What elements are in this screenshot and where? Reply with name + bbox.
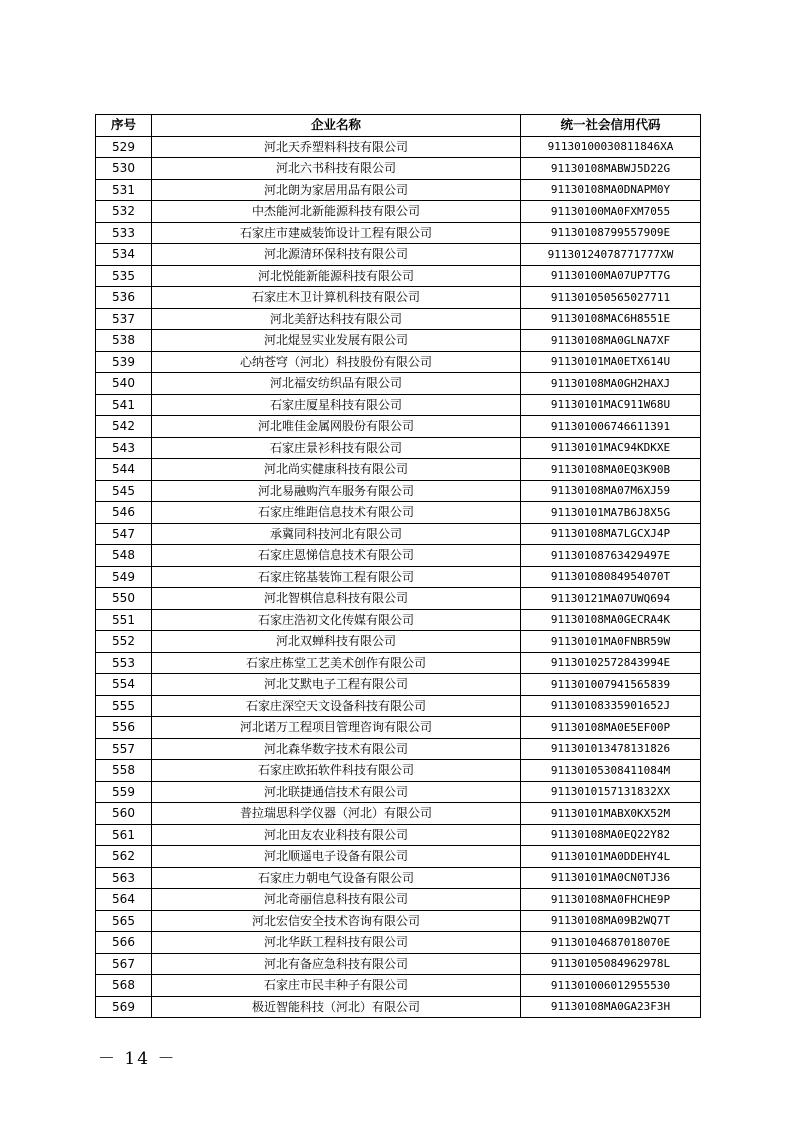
cell-serial-number: 545 <box>96 480 152 502</box>
cell-credit-code: 91130101571318​32XX <box>521 781 701 803</box>
table-row <box>96 201 701 223</box>
cell-serial-number: 543 <box>96 437 152 459</box>
table-row <box>96 695 701 717</box>
table-row <box>96 136 701 158</box>
cell-credit-code: 91130121MA07UWQ694 <box>521 588 701 610</box>
table-row <box>96 738 701 760</box>
table-row <box>96 158 701 180</box>
cell-company-name: 河北易融购汽车服务有限公司 <box>152 480 521 502</box>
cell-credit-code: 91130100794156583​9 <box>521 674 701 696</box>
table-row <box>96 609 701 631</box>
cell-company-name: 石家庄木卫计算机科技有限公司 <box>152 287 521 309</box>
cell-credit-code: 91130108763429497E <box>521 545 701 567</box>
table-row <box>96 308 701 330</box>
table-row <box>96 545 701 567</box>
cell-company-name: 河北奇丽信息科技有限公司 <box>152 889 521 911</box>
cell-company-name: 石家庄浩初文化传媒有限公司 <box>152 609 521 631</box>
cell-credit-code: 91130100030811846XA <box>521 136 701 158</box>
cell-serial-number: 550 <box>96 588 152 610</box>
cell-serial-number: 542 <box>96 416 152 438</box>
cell-company-name: 河北森华数字技术有限公司 <box>152 738 521 760</box>
cell-serial-number: 532 <box>96 201 152 223</box>
cell-credit-code: 91130101MA0CN0TJ36 <box>521 867 701 889</box>
cell-serial-number: 537 <box>96 308 152 330</box>
table-row <box>96 846 701 868</box>
table-row <box>96 631 701 653</box>
cell-company-name: 石家庄厦星科技有限公司 <box>152 394 521 416</box>
cell-serial-number: 535 <box>96 265 152 287</box>
cell-company-name: 石家庄恩悌信息技术有限公司 <box>152 545 521 567</box>
table-row <box>96 717 701 739</box>
cell-company-name: 石家庄力朝电气设备有限公司 <box>152 867 521 889</box>
cell-company-name: 河北联捷通信技术有限公司 <box>152 781 521 803</box>
table-row <box>96 330 701 352</box>
cell-serial-number: 560 <box>96 803 152 825</box>
cell-credit-code: 91130100MA0FXM7055 <box>521 201 701 223</box>
cell-credit-code: 91130108335901652J <box>521 695 701 717</box>
cell-credit-code: 91130108084954070T <box>521 566 701 588</box>
table-row <box>96 953 701 975</box>
table-row <box>96 373 701 395</box>
cell-serial-number: 562 <box>96 846 152 868</box>
header-company-name: 企业名称 <box>152 115 521 137</box>
cell-serial-number: 558 <box>96 760 152 782</box>
cell-credit-code: 91130105308411084M <box>521 760 701 782</box>
table-row <box>96 437 701 459</box>
table-row <box>96 287 701 309</box>
table-row <box>96 459 701 481</box>
cell-company-name: 石家庄深空天文设备科技有限公司 <box>152 695 521 717</box>
table-row <box>96 760 701 782</box>
cell-serial-number: 565 <box>96 910 152 932</box>
table-row <box>96 179 701 201</box>
cell-credit-code: 91130101MAC911W68U <box>521 394 701 416</box>
cell-credit-code: 91130101MA7B6J8X5G <box>521 502 701 524</box>
cell-credit-code: 91130108MA0GECRA4K <box>521 609 701 631</box>
cell-credit-code: 91130101MABX0KX52M <box>521 803 701 825</box>
cell-credit-code: 91130108MABWJ5D22G <box>521 158 701 180</box>
cell-company-name: 河北悦能新能源科技有限公司 <box>152 265 521 287</box>
cell-credit-code: 91130108MA0GH2HAXJ <box>521 373 701 395</box>
cell-credit-code: 91130108MA0EQ22Y82 <box>521 824 701 846</box>
cell-credit-code: 91130108799557909E <box>521 222 701 244</box>
table-row <box>96 588 701 610</box>
cell-credit-code: 91130100674661139​1 <box>521 416 701 438</box>
table-row <box>96 889 701 911</box>
cell-credit-code: 91130108MA07M6XJ59 <box>521 480 701 502</box>
cell-credit-code: 91130108MA0E5EF00P <box>521 717 701 739</box>
cell-serial-number: 549 <box>96 566 152 588</box>
table-body <box>96 136 701 1018</box>
enterprise-table <box>95 114 701 1018</box>
cell-credit-code: 91130100601295553​0 <box>521 975 701 997</box>
cell-company-name: 承冀同科技河北有限公司 <box>152 523 521 545</box>
cell-company-name: 河北艾默电子工程有限公司 <box>152 674 521 696</box>
header-row <box>96 115 701 137</box>
cell-company-name: 河北尚实健康科技有限公司 <box>152 459 521 481</box>
cell-company-name: 河北宏信安全技术咨询有限公司 <box>152 910 521 932</box>
cell-serial-number: 559 <box>96 781 152 803</box>
table-row <box>96 480 701 502</box>
cell-serial-number: 530 <box>96 158 152 180</box>
cell-credit-code: 91130108MA0GLNA7XF <box>521 330 701 352</box>
cell-credit-code: 91130101MA0DDEHY4L <box>521 846 701 868</box>
cell-serial-number: 540 <box>96 373 152 395</box>
cell-serial-number: 534 <box>96 244 152 266</box>
cell-serial-number: 539 <box>96 351 152 373</box>
cell-company-name: 河北福安纺织品有限公司 <box>152 373 521 395</box>
cell-company-name: 河北焜昱实业发展有限公司 <box>152 330 521 352</box>
cell-credit-code: 91130105084962978L <box>521 953 701 975</box>
header-credit-code: 统一社会信用代码 <box>521 115 701 137</box>
cell-serial-number: 548 <box>96 545 152 567</box>
cell-credit-code: 91130101MA0ETX614U <box>521 351 701 373</box>
cell-company-name: 河北天乔塑料科技有限公司 <box>152 136 521 158</box>
cell-company-name: 河北华跃工程科技有限公司 <box>152 932 521 954</box>
cell-company-name: 石家庄栋堂工艺美术创作有限公司 <box>152 652 521 674</box>
cell-credit-code: 91130108MA0EQ3K90B <box>521 459 701 481</box>
cell-credit-code: 91130101MAC94KDKXE <box>521 437 701 459</box>
cell-company-name: 河北诺万工程项目管理咨询有限公司 <box>152 717 521 739</box>
cell-serial-number: 547 <box>96 523 152 545</box>
cell-serial-number: 551 <box>96 609 152 631</box>
cell-company-name: 河北田友农业科技有限公司 <box>152 824 521 846</box>
table-row <box>96 910 701 932</box>
cell-serial-number: 557 <box>96 738 152 760</box>
table-header <box>96 115 701 137</box>
cell-serial-number: 541 <box>96 394 152 416</box>
cell-credit-code: 91130101347813182​6 <box>521 738 701 760</box>
cell-company-name: 普拉瑞思科学仪器（河北）有限公司 <box>152 803 521 825</box>
cell-company-name: 河北双蝉科技有限公司 <box>152 631 521 653</box>
table-row <box>96 416 701 438</box>
cell-company-name: 石家庄市建威装饰设计工程有限公司 <box>152 222 521 244</box>
cell-credit-code: 91130105056502771​1 <box>521 287 701 309</box>
cell-company-name: 极近智能科技（河北）有限公司 <box>152 996 521 1018</box>
cell-credit-code: 91130101MA0FNBR59W <box>521 631 701 653</box>
cell-company-name: 中杰能河北新能源科技有限公司 <box>152 201 521 223</box>
cell-serial-number: 568 <box>96 975 152 997</box>
cell-company-name: 河北有备应急科技有限公司 <box>152 953 521 975</box>
cell-serial-number: 553 <box>96 652 152 674</box>
table-row <box>96 394 701 416</box>
cell-credit-code: 91130102572843994E <box>521 652 701 674</box>
table-row <box>96 781 701 803</box>
cell-company-name: 河北美舒达科技有限公司 <box>152 308 521 330</box>
cell-company-name: 心纳苍穹（河北）科技股份有限公司 <box>152 351 521 373</box>
table-row <box>96 975 701 997</box>
table-row <box>96 351 701 373</box>
cell-serial-number: 569 <box>96 996 152 1018</box>
cell-serial-number: 556 <box>96 717 152 739</box>
header-serial-number: 序号 <box>96 115 152 137</box>
cell-credit-code: 91130108MA0FHCHE9P <box>521 889 701 911</box>
cell-serial-number: 552 <box>96 631 152 653</box>
table-row <box>96 674 701 696</box>
cell-company-name: 石家庄市民丰种子有限公司 <box>152 975 521 997</box>
table-row <box>96 867 701 889</box>
page-number: － 14 － <box>98 1049 177 1069</box>
table-row <box>96 222 701 244</box>
cell-serial-number: 554 <box>96 674 152 696</box>
cell-company-name: 石家庄维距信息技术有限公司 <box>152 502 521 524</box>
cell-serial-number: 531 <box>96 179 152 201</box>
cell-serial-number: 533 <box>96 222 152 244</box>
table-row <box>96 523 701 545</box>
table-row <box>96 652 701 674</box>
cell-company-name: 石家庄欧拓软件科技有限公司 <box>152 760 521 782</box>
cell-serial-number: 563 <box>96 867 152 889</box>
cell-company-name: 河北六书科技有限公司 <box>152 158 521 180</box>
cell-company-name: 河北朗为家居用品有限公司 <box>152 179 521 201</box>
cell-company-name: 河北源清环保科技有限公司 <box>152 244 521 266</box>
cell-company-name: 石家庄铭基装饰工程有限公司 <box>152 566 521 588</box>
cell-company-name: 河北智棋信息科技有限公司 <box>152 588 521 610</box>
cell-credit-code: 91130100MA07UP7T7G <box>521 265 701 287</box>
cell-serial-number: 538 <box>96 330 152 352</box>
table-row <box>96 824 701 846</box>
cell-credit-code: 91130108MAC6H8551E <box>521 308 701 330</box>
table-row <box>96 566 701 588</box>
cell-credit-code: 91130108MA09B2WQ7T <box>521 910 701 932</box>
cell-serial-number: 567 <box>96 953 152 975</box>
cell-credit-code: 91130104687018070E <box>521 932 701 954</box>
cell-serial-number: 555 <box>96 695 152 717</box>
cell-serial-number: 536 <box>96 287 152 309</box>
cell-credit-code: 91130108MA7LGCXJ4P <box>521 523 701 545</box>
cell-serial-number: 561 <box>96 824 152 846</box>
cell-credit-code: 91130108MA0GA23F3H <box>521 996 701 1018</box>
table-row <box>96 932 701 954</box>
cell-company-name: 河北唯佳金属网股份有限公司 <box>152 416 521 438</box>
cell-credit-code: 91130108MA0DNAPM0Y <box>521 179 701 201</box>
table-row <box>96 265 701 287</box>
table-row <box>96 502 701 524</box>
cell-company-name: 石家庄景衫科技有限公司 <box>152 437 521 459</box>
cell-serial-number: 546 <box>96 502 152 524</box>
table-row <box>96 244 701 266</box>
cell-company-name: 河北顺遥电子设备有限公司 <box>152 846 521 868</box>
cell-serial-number: 529 <box>96 136 152 158</box>
cell-credit-code: 91130124078771777XW <box>521 244 701 266</box>
cell-serial-number: 544 <box>96 459 152 481</box>
cell-serial-number: 566 <box>96 932 152 954</box>
cell-serial-number: 564 <box>96 889 152 911</box>
table-row <box>96 996 701 1018</box>
table-row <box>96 803 701 825</box>
